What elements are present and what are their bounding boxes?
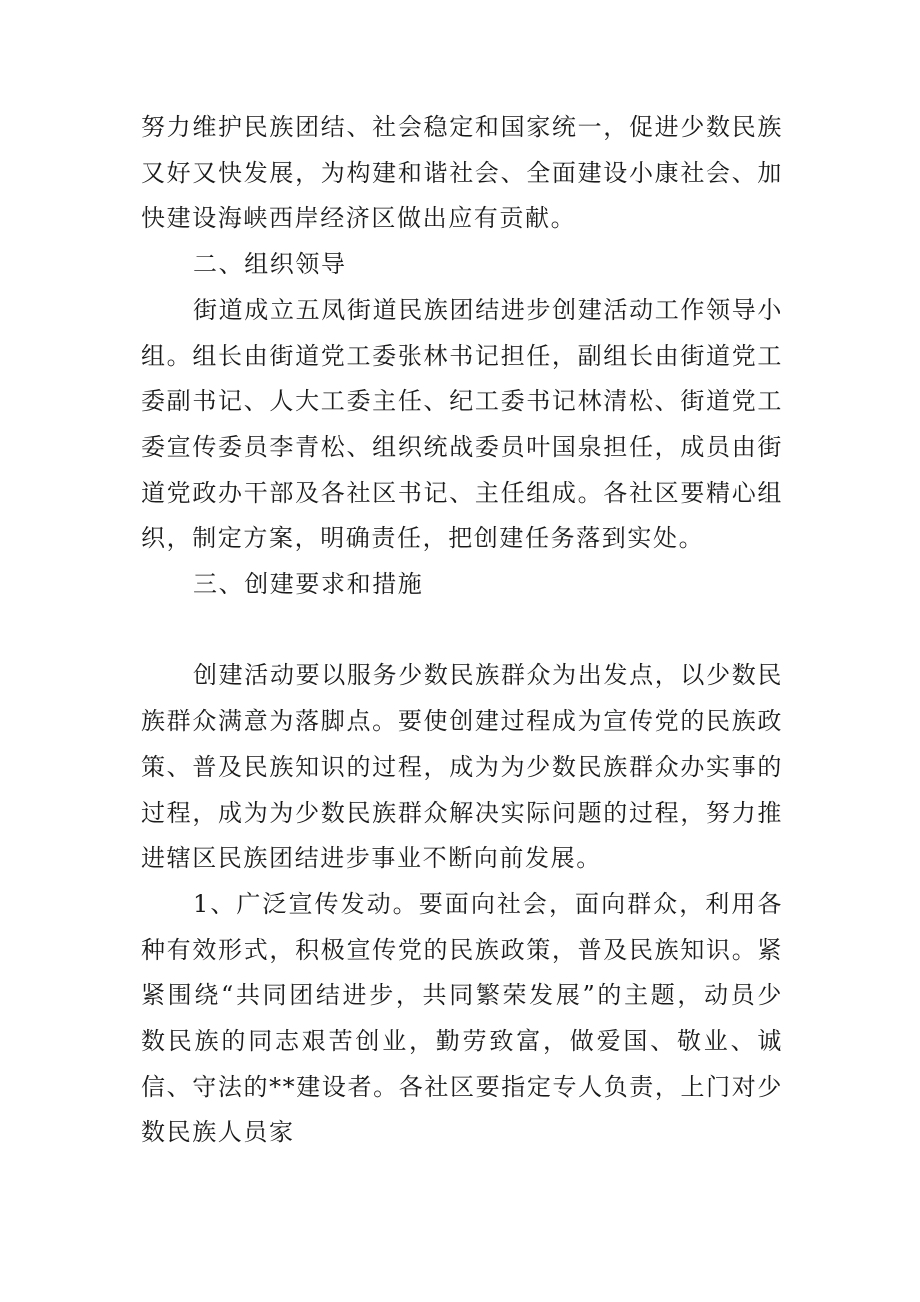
paragraph-continuation: 努力维护民族团结、社会稳定和国家统一，促进少数民族又好又快发展，为构建和谐社会、全面建设小康社会、加快建设海峡西岸经济区做出应有贡献。 xyxy=(141,113,783,233)
paragraph-leadership-group: 街道成立五凤街道民族团结进步创建活动工作领导小组。组长由街道党工委张林书记担任，副组长由街道党工委副书记、人大工委主任、纪工委书记林清松、街道党工委宣传委员李青松、组织统战委员叶国泉担任，成员由街道党政办干部及各社区书记、主任组成。各社区要精心组织，制定方案，明确责任，把创建任务落到实处。 xyxy=(141,295,783,553)
paragraph-publicity: 1、广泛宣传发动。要面向社会，面向群众，利用各种有效形式，积极宣传党的民族政策，普及民族知识。紧紧围绕“共同团结进步，共同繁荣发展”的主题，动员少数民族的同志艰苦创业，勤劳致富，做爱国、敬业、诚信、守法的**建设者。各社区要指定专人负责，上门对少数民族人员家 xyxy=(141,889,783,1147)
blank-line xyxy=(141,608,783,654)
section-heading-requirements: 三、创建要求和措施 xyxy=(193,570,424,599)
section-heading-organization: 二、组织领导 xyxy=(193,250,347,279)
document-body xyxy=(141,105,783,1156)
paragraph-creation-activity: 创建活动要以服务少数民族群众为出发点，以少数民族群众满意为落脚点。要使创建过程成为宣传党的民族政策、普及民族知识的过程，成为为少数民族群众办实事的过程，成为为少数民族群众解决实际问题的过程，努力推进辖区民族团结进步事业不断向前发展。 xyxy=(141,661,783,873)
